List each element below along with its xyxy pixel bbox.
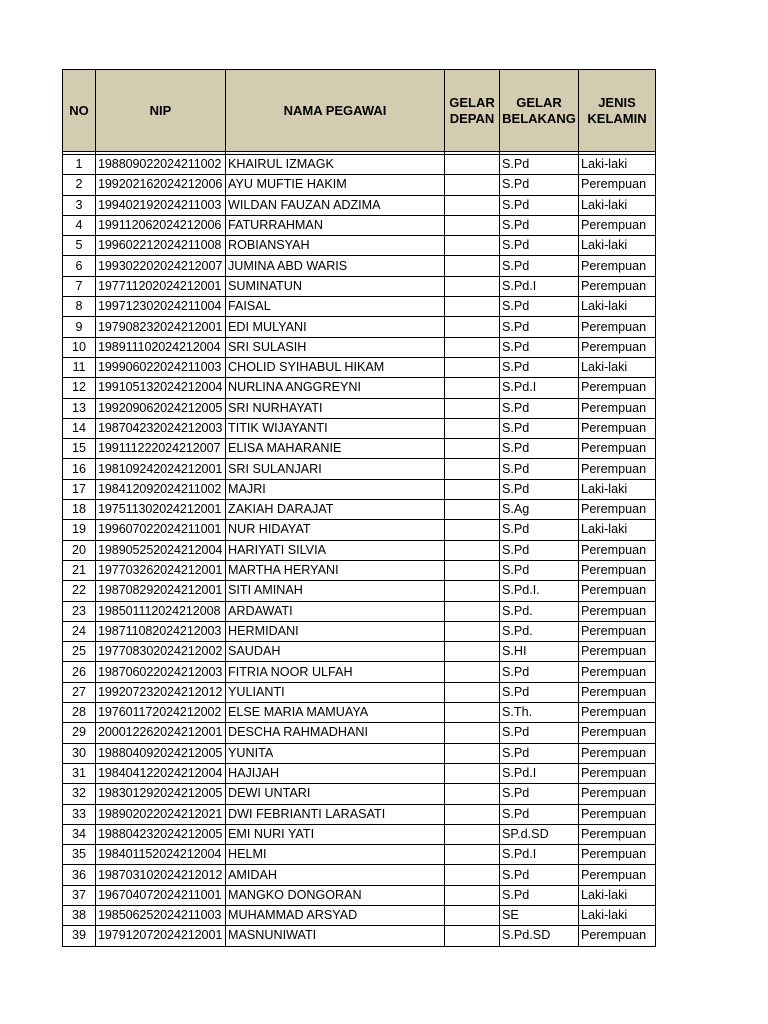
cell-nama-pegawai: FATURRAHMAN xyxy=(226,215,445,235)
cell-no: 14 xyxy=(63,418,96,438)
cell-no: 3 xyxy=(63,195,96,215)
cell-nip: 199105132024212004 xyxy=(96,378,226,398)
cell-no: 11 xyxy=(63,357,96,377)
cell-nama-pegawai: MARTHA HERYANI xyxy=(226,560,445,580)
cell-nama-pegawai: HARIYATI SILVIA xyxy=(226,540,445,560)
cell-gelar-belakang: S.Pd xyxy=(500,175,579,195)
table-row xyxy=(63,642,656,662)
cell-gelar-depan xyxy=(445,195,500,215)
cell-nip: 198703102024212012 xyxy=(96,865,226,885)
cell-gelar-belakang: S.Pd xyxy=(500,540,579,560)
cell-gelar-depan xyxy=(445,885,500,905)
cell-nip: 199607022024211001 xyxy=(96,520,226,540)
cell-nama-pegawai: SITI AMINAH xyxy=(226,581,445,601)
cell-gelar-depan xyxy=(445,581,500,601)
cell-no: 8 xyxy=(63,297,96,317)
cell-no: 25 xyxy=(63,642,96,662)
cell-gelar-depan xyxy=(445,479,500,499)
cell-gelar-depan xyxy=(445,621,500,641)
cell-gelar-belakang: S.Pd xyxy=(500,439,579,459)
cell-gelar-depan xyxy=(445,723,500,743)
table-row xyxy=(63,337,656,357)
table-row xyxy=(63,905,656,925)
table-row xyxy=(63,682,656,702)
table-row xyxy=(63,723,656,743)
cell-gelar-depan xyxy=(445,743,500,763)
cell-nama-pegawai: YULIANTI xyxy=(226,682,445,702)
cell-no: 12 xyxy=(63,378,96,398)
cell-nip: 197601172024212002 xyxy=(96,703,226,723)
cell-jenis-kelamin: Perempuan xyxy=(579,500,656,520)
cell-gelar-belakang: S.Pd xyxy=(500,723,579,743)
header-gelar-depan xyxy=(445,70,500,152)
cell-nip: 197908232024212001 xyxy=(96,317,226,337)
cell-nip: 197708302024212002 xyxy=(96,642,226,662)
cell-nip: 198905252024212004 xyxy=(96,540,226,560)
cell-gelar-belakang: S.Pd xyxy=(500,256,579,276)
cell-no: 30 xyxy=(63,743,96,763)
cell-nip: 199712302024211004 xyxy=(96,297,226,317)
cell-jenis-kelamin: Laki-laki xyxy=(579,520,656,540)
table-row xyxy=(63,439,656,459)
header-nama-label: NAMA PEGAWAI xyxy=(283,102,387,118)
cell-nama-pegawai: MANGKO DONGORAN xyxy=(226,885,445,905)
cell-gelar-depan xyxy=(445,560,500,580)
cell-nama-pegawai: SUMINATUN xyxy=(226,276,445,296)
table-row xyxy=(63,479,656,499)
table-row xyxy=(63,276,656,296)
cell-gelar-depan xyxy=(445,236,500,256)
cell-gelar-belakang: SP.d.SD xyxy=(500,824,579,844)
cell-nip: 198412092024211002 xyxy=(96,479,226,499)
cell-jenis-kelamin: Laki-laki xyxy=(579,357,656,377)
cell-gelar-belakang: S.Pd xyxy=(500,885,579,905)
cell-nip: 199111222024212007 xyxy=(96,439,226,459)
cell-jenis-kelamin: Laki-laki xyxy=(579,297,656,317)
cell-nama-pegawai: EDI MULYANI xyxy=(226,317,445,337)
table-row xyxy=(63,540,656,560)
cell-no: 31 xyxy=(63,763,96,783)
table-row xyxy=(63,500,656,520)
cell-gelar-depan xyxy=(445,642,500,662)
cell-gelar-depan xyxy=(445,703,500,723)
cell-jenis-kelamin: Perempuan xyxy=(579,581,656,601)
cell-nip: 198506252024211003 xyxy=(96,905,226,925)
cell-no: 7 xyxy=(63,276,96,296)
cell-no: 6 xyxy=(63,256,96,276)
cell-gelar-belakang: S.Pd xyxy=(500,398,579,418)
cell-gelar-depan xyxy=(445,378,500,398)
cell-gelar-belakang: S.Pd.I xyxy=(500,845,579,865)
table-row xyxy=(63,236,656,256)
table-row xyxy=(63,398,656,418)
cell-nip: 198711082024212003 xyxy=(96,621,226,641)
table-row xyxy=(63,804,656,824)
cell-gelar-belakang: S.Pd xyxy=(500,459,579,479)
table-row xyxy=(63,621,656,641)
table-row xyxy=(63,824,656,844)
cell-gelar-belakang: S.Pd xyxy=(500,662,579,682)
cell-gelar-belakang: S.Pd xyxy=(500,520,579,540)
cell-nip: 197511302024212001 xyxy=(96,500,226,520)
cell-gelar-belakang: S.Pd. xyxy=(500,621,579,641)
cell-nama-pegawai: AYU MUFTIE HAKIM xyxy=(226,175,445,195)
header-jenis-kelamin xyxy=(579,70,656,152)
cell-nama-pegawai: DWI FEBRIANTI LARASATI xyxy=(226,804,445,824)
cell-gelar-belakang: S.Pd xyxy=(500,236,579,256)
cell-gelar-depan xyxy=(445,824,500,844)
cell-gelar-belakang: S.Ag xyxy=(500,500,579,520)
table-row xyxy=(63,357,656,377)
cell-nama-pegawai: EMI NURI YATI xyxy=(226,824,445,844)
cell-jenis-kelamin: Perempuan xyxy=(579,459,656,479)
table-row xyxy=(63,520,656,540)
table-row xyxy=(63,215,656,235)
cell-no: 20 xyxy=(63,540,96,560)
cell-no: 1 xyxy=(63,155,96,175)
cell-no: 29 xyxy=(63,723,96,743)
cell-nama-pegawai: MASNUNIWATI xyxy=(226,926,445,946)
cell-jenis-kelamin: Perempuan xyxy=(579,763,656,783)
cell-gelar-depan xyxy=(445,905,500,925)
cell-gelar-depan xyxy=(445,175,500,195)
cell-nip: 198902022024212021 xyxy=(96,804,226,824)
header-gelar-belakang-line-1: GELAR xyxy=(516,94,562,110)
header-nip xyxy=(96,70,226,152)
cell-nama-pegawai: DEWI UNTARI xyxy=(226,784,445,804)
cell-nip: 197912072024212001 xyxy=(96,926,226,946)
cell-no: 37 xyxy=(63,885,96,905)
cell-gelar-depan xyxy=(445,418,500,438)
cell-no: 26 xyxy=(63,662,96,682)
cell-gelar-belakang: S.Th. xyxy=(500,703,579,723)
cell-gelar-belakang: S.Pd.I. xyxy=(500,581,579,601)
cell-jenis-kelamin: Perempuan xyxy=(579,743,656,763)
cell-gelar-belakang: S.Pd xyxy=(500,297,579,317)
cell-nip: 198708292024212001 xyxy=(96,581,226,601)
cell-gelar-depan xyxy=(445,215,500,235)
cell-no: 28 xyxy=(63,703,96,723)
cell-gelar-belakang: S.Pd xyxy=(500,804,579,824)
cell-nama-pegawai: NUR HIDAYAT xyxy=(226,520,445,540)
cell-gelar-depan xyxy=(445,500,500,520)
header-no-label: NO xyxy=(69,102,89,118)
cell-nama-pegawai: MUHAMMAD ARSYAD xyxy=(226,905,445,925)
cell-gelar-belakang: S.Pd xyxy=(500,215,579,235)
table-row xyxy=(63,256,656,276)
table-row xyxy=(63,601,656,621)
table-row xyxy=(63,784,656,804)
cell-no: 22 xyxy=(63,581,96,601)
cell-no: 17 xyxy=(63,479,96,499)
cell-gelar-depan xyxy=(445,520,500,540)
cell-jenis-kelamin: Perempuan xyxy=(579,276,656,296)
cell-nama-pegawai: JUMINA ABD WARIS xyxy=(226,256,445,276)
cell-nip: 198301292024212005 xyxy=(96,784,226,804)
cell-jenis-kelamin: Perempuan xyxy=(579,378,656,398)
cell-no: 33 xyxy=(63,804,96,824)
cell-nip: 197711202024212001 xyxy=(96,276,226,296)
cell-jenis-kelamin: Perempuan xyxy=(579,703,656,723)
cell-nip: 198804092024212005 xyxy=(96,743,226,763)
cell-nama-pegawai: WILDAN FAUZAN ADZIMA xyxy=(226,195,445,215)
table-row xyxy=(63,317,656,337)
cell-no: 34 xyxy=(63,824,96,844)
employee-table xyxy=(62,69,656,947)
cell-nip: 199402192024211003 xyxy=(96,195,226,215)
header-jenis-kelamin-line-2: KELAMIN xyxy=(587,110,647,126)
header-no xyxy=(63,70,96,152)
cell-nama-pegawai: HERMIDANI xyxy=(226,621,445,641)
table-row xyxy=(63,195,656,215)
cell-nip: 199602212024211008 xyxy=(96,236,226,256)
cell-gelar-belakang: S.Pd xyxy=(500,784,579,804)
header-gelar-belakang-line-2: BELAKANG xyxy=(502,110,576,126)
cell-jenis-kelamin: Perempuan xyxy=(579,865,656,885)
cell-gelar-belakang: S.Pd.I xyxy=(500,378,579,398)
cell-nama-pegawai: TITIK WIJAYANTI xyxy=(226,418,445,438)
cell-nip: 198109242024212001 xyxy=(96,459,226,479)
cell-jenis-kelamin: Perempuan xyxy=(579,723,656,743)
cell-gelar-depan xyxy=(445,337,500,357)
cell-no: 4 xyxy=(63,215,96,235)
cell-nama-pegawai: HELMI xyxy=(226,845,445,865)
cell-gelar-depan xyxy=(445,398,500,418)
cell-no: 16 xyxy=(63,459,96,479)
cell-jenis-kelamin: Perempuan xyxy=(579,784,656,804)
header-gelar-depan-line-2: DEPAN xyxy=(449,110,495,126)
cell-gelar-depan xyxy=(445,784,500,804)
cell-no: 9 xyxy=(63,317,96,337)
table-row xyxy=(63,662,656,682)
cell-gelar-depan xyxy=(445,256,500,276)
cell-nip: 198704232024212003 xyxy=(96,418,226,438)
cell-nip: 200012262024212001 xyxy=(96,723,226,743)
cell-gelar-depan xyxy=(445,845,500,865)
cell-nama-pegawai: HAJIJAH xyxy=(226,763,445,783)
table-row xyxy=(63,560,656,580)
cell-no: 36 xyxy=(63,865,96,885)
table-row xyxy=(63,155,656,175)
cell-gelar-belakang: S.Pd.I xyxy=(500,763,579,783)
cell-nip: 198706022024212003 xyxy=(96,662,226,682)
cell-gelar-belakang: S.Pd xyxy=(500,317,579,337)
cell-no: 15 xyxy=(63,439,96,459)
cell-gelar-depan xyxy=(445,357,500,377)
cell-no: 23 xyxy=(63,601,96,621)
cell-gelar-belakang: S.Pd xyxy=(500,337,579,357)
table-row xyxy=(63,845,656,865)
table-row xyxy=(63,703,656,723)
cell-nama-pegawai: NURLINA ANGGREYNI xyxy=(226,378,445,398)
cell-nip: 197703262024212001 xyxy=(96,560,226,580)
cell-nama-pegawai: AMIDAH xyxy=(226,865,445,885)
cell-nip: 198401152024212004 xyxy=(96,845,226,865)
table-row xyxy=(63,763,656,783)
cell-jenis-kelamin: Perempuan xyxy=(579,926,656,946)
cell-gelar-belakang: S.HI xyxy=(500,642,579,662)
cell-nama-pegawai: ZAKIAH DARAJAT xyxy=(226,500,445,520)
header-jenis-kelamin-line-1: JENIS xyxy=(598,94,636,110)
cell-nip: 199207232024212012 xyxy=(96,682,226,702)
table-row xyxy=(63,459,656,479)
cell-jenis-kelamin: Perempuan xyxy=(579,642,656,662)
cell-jenis-kelamin: Perempuan xyxy=(579,439,656,459)
table-row xyxy=(63,378,656,398)
cell-gelar-depan xyxy=(445,155,500,175)
cell-nama-pegawai: CHOLID SYIHABUL HIKAM xyxy=(226,357,445,377)
cell-jenis-kelamin: Perempuan xyxy=(579,540,656,560)
cell-no: 32 xyxy=(63,784,96,804)
cell-nip: 196704072024211001 xyxy=(96,885,226,905)
header-gelar-belakang xyxy=(500,70,579,152)
cell-no: 35 xyxy=(63,845,96,865)
cell-jenis-kelamin: Laki-laki xyxy=(579,479,656,499)
cell-jenis-kelamin: Perempuan xyxy=(579,256,656,276)
cell-gelar-depan xyxy=(445,865,500,885)
cell-jenis-kelamin: Perempuan xyxy=(579,317,656,337)
cell-nama-pegawai: MAJRI xyxy=(226,479,445,499)
cell-nama-pegawai: FAISAL xyxy=(226,297,445,317)
cell-gelar-belakang: SE xyxy=(500,905,579,925)
cell-jenis-kelamin: Laki-laki xyxy=(579,905,656,925)
table-row xyxy=(63,175,656,195)
cell-nama-pegawai: DESCHA RAHMADHANI xyxy=(226,723,445,743)
cell-jenis-kelamin: Perempuan xyxy=(579,337,656,357)
cell-gelar-belakang: S.Pd xyxy=(500,560,579,580)
cell-no: 39 xyxy=(63,926,96,946)
cell-jenis-kelamin: Laki-laki xyxy=(579,236,656,256)
cell-nip: 198404122024212004 xyxy=(96,763,226,783)
cell-nip: 198501112024212008 xyxy=(96,601,226,621)
cell-jenis-kelamin: Perempuan xyxy=(579,601,656,621)
cell-gelar-belakang: S.Pd xyxy=(500,155,579,175)
cell-nama-pegawai: ROBIANSYAH xyxy=(226,236,445,256)
cell-jenis-kelamin: Perempuan xyxy=(579,418,656,438)
cell-gelar-depan xyxy=(445,763,500,783)
table-row xyxy=(63,743,656,763)
cell-nip: 199112062024212006 xyxy=(96,215,226,235)
cell-no: 24 xyxy=(63,621,96,641)
cell-jenis-kelamin: Laki-laki xyxy=(579,195,656,215)
cell-jenis-kelamin: Perempuan xyxy=(579,398,656,418)
cell-gelar-belakang: S.Pd xyxy=(500,195,579,215)
cell-gelar-belakang: S.Pd xyxy=(500,743,579,763)
cell-gelar-depan xyxy=(445,317,500,337)
cell-jenis-kelamin: Perempuan xyxy=(579,215,656,235)
cell-no: 5 xyxy=(63,236,96,256)
cell-nip: 198804232024212005 xyxy=(96,824,226,844)
header-gelar-depan-line-1: GELAR xyxy=(449,94,495,110)
header-nip-label: NIP xyxy=(149,102,172,118)
cell-gelar-belakang: S.Pd xyxy=(500,682,579,702)
cell-nama-pegawai: SAUDAH xyxy=(226,642,445,662)
cell-nip: 198809022024211002 xyxy=(96,155,226,175)
cell-gelar-depan xyxy=(445,297,500,317)
cell-gelar-belakang: S.Pd.I xyxy=(500,276,579,296)
header-row xyxy=(63,70,656,152)
cell-no: 10 xyxy=(63,337,96,357)
cell-gelar-belakang: S.Pd xyxy=(500,865,579,885)
cell-jenis-kelamin: Laki-laki xyxy=(579,155,656,175)
cell-gelar-depan xyxy=(445,804,500,824)
cell-jenis-kelamin: Perempuan xyxy=(579,824,656,844)
cell-jenis-kelamin: Perempuan xyxy=(579,621,656,641)
cell-jenis-kelamin: Laki-laki xyxy=(579,885,656,905)
cell-gelar-belakang: S.Pd xyxy=(500,418,579,438)
cell-nip: 198911102024212004 xyxy=(96,337,226,357)
table-row xyxy=(63,926,656,946)
table-row xyxy=(63,885,656,905)
cell-gelar-belakang: S.Pd.SD xyxy=(500,926,579,946)
cell-no: 27 xyxy=(63,682,96,702)
cell-jenis-kelamin: Perempuan xyxy=(579,662,656,682)
cell-nama-pegawai: SRI NURHAYATI xyxy=(226,398,445,418)
cell-nip: 199209062024212005 xyxy=(96,398,226,418)
cell-gelar-depan xyxy=(445,540,500,560)
cell-gelar-belakang: S.Pd xyxy=(500,479,579,499)
cell-jenis-kelamin: Perempuan xyxy=(579,845,656,865)
cell-no: 19 xyxy=(63,520,96,540)
cell-jenis-kelamin: Perempuan xyxy=(579,804,656,824)
table-row xyxy=(63,581,656,601)
table-row xyxy=(63,865,656,885)
cell-no: 13 xyxy=(63,398,96,418)
cell-no: 38 xyxy=(63,905,96,925)
cell-nama-pegawai: YUNITA xyxy=(226,743,445,763)
cell-nama-pegawai: SRI SULASIH xyxy=(226,337,445,357)
cell-nip: 199202162024212006 xyxy=(96,175,226,195)
header-nama-pegawai xyxy=(226,70,445,152)
cell-nip: 199302202024212007 xyxy=(96,256,226,276)
cell-jenis-kelamin: Perempuan xyxy=(579,560,656,580)
cell-gelar-belakang: S.Pd. xyxy=(500,601,579,621)
cell-nama-pegawai: FITRIA NOOR ULFAH xyxy=(226,662,445,682)
cell-no: 2 xyxy=(63,175,96,195)
cell-gelar-depan xyxy=(445,276,500,296)
cell-jenis-kelamin: Perempuan xyxy=(579,682,656,702)
cell-gelar-belakang: S.Pd xyxy=(500,357,579,377)
cell-gelar-depan xyxy=(445,459,500,479)
cell-gelar-depan xyxy=(445,439,500,459)
cell-gelar-depan xyxy=(445,926,500,946)
cell-no: 21 xyxy=(63,560,96,580)
cell-nama-pegawai: KHAIRUL IZMAGK xyxy=(226,155,445,175)
cell-gelar-depan xyxy=(445,601,500,621)
cell-nama-pegawai: ELSE MARIA MAMUAYA xyxy=(226,703,445,723)
cell-nama-pegawai: ARDAWATI xyxy=(226,601,445,621)
cell-nama-pegawai: ELISA MAHARANIE xyxy=(226,439,445,459)
table-body xyxy=(63,155,656,947)
table-row xyxy=(63,418,656,438)
table-row xyxy=(63,297,656,317)
cell-gelar-depan xyxy=(445,662,500,682)
cell-nip: 199906022024211003 xyxy=(96,357,226,377)
cell-no: 18 xyxy=(63,500,96,520)
cell-jenis-kelamin: Perempuan xyxy=(579,175,656,195)
cell-gelar-depan xyxy=(445,682,500,702)
cell-nama-pegawai: SRI SULANJARI xyxy=(226,459,445,479)
